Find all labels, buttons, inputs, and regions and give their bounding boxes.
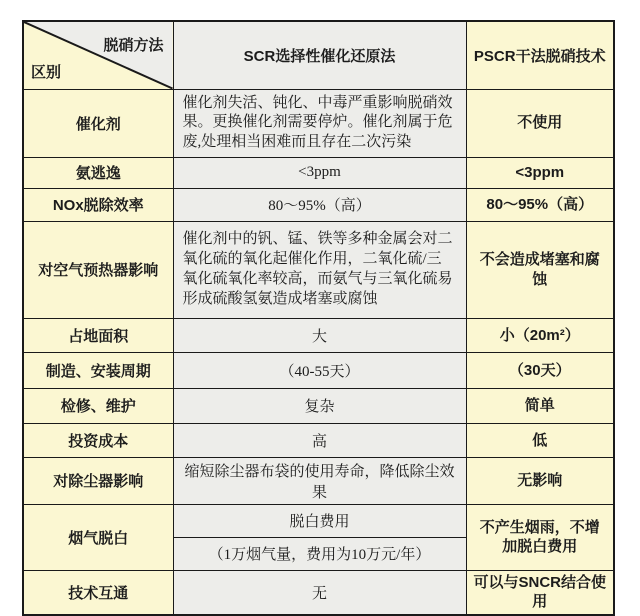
corner-diff-label: 区别 — [31, 63, 62, 81]
pscr-cell-nox-efficiency: 80～95%（高） — [466, 188, 614, 221]
scr-cell-whitening-cost: 脱白费用 — [173, 504, 466, 537]
scr-cell-whitening-cost-detail: （1万烟气量，费用为10万元/年） — [173, 537, 466, 570]
pscr-cell-dust-collector: 无影响 — [466, 457, 614, 504]
header-scr-method: SCR选择性催化还原法 — [173, 21, 466, 89]
row-label-flue-gas-whitening: 烟气脱白 — [23, 504, 173, 570]
row-label-tech-interoperability: 技术互通 — [23, 570, 173, 615]
scr-cell-nox-efficiency: 80～95%（高） — [173, 188, 466, 221]
table-row — [23, 89, 614, 157]
scr-cell-dust-collector: 缩短除尘器布袋的使用寿命，降低除尘效果 — [173, 457, 466, 504]
table-row — [23, 388, 614, 423]
pscr-cell-install-period: （30天） — [466, 352, 614, 388]
scr-cell-investment-cost: 高 — [173, 423, 466, 457]
pscr-cell-investment-cost: 低 — [466, 423, 614, 457]
row-label-nox-efficiency: NOx脱除效率 — [23, 188, 173, 221]
table-row — [23, 423, 614, 457]
scr-cell-footprint: 大 — [173, 318, 466, 352]
scr-cell-maintenance: 复杂 — [173, 388, 466, 423]
row-label-install-period: 制造、安装周期 — [23, 352, 173, 388]
pscr-cell-air-preheater: 不会造成堵塞和腐蚀 — [466, 221, 614, 318]
pscr-cell-maintenance: 简单 — [466, 388, 614, 423]
pscr-cell-tech-interoperability: 可以与SNCR结合使用 — [466, 570, 614, 615]
corner-method-label: 脱硝方法 — [103, 37, 164, 54]
corner-cell — [23, 21, 173, 89]
table-row — [23, 504, 614, 537]
row-label-ammonia-slip: 氨逃逸 — [23, 157, 173, 188]
pscr-cell-footprint: 小（20m²） — [466, 318, 614, 352]
table-row — [23, 221, 614, 318]
comparison-table-wrap — [22, 20, 615, 616]
table-row — [23, 570, 614, 615]
row-label-dust-collector: 对除尘器影响 — [23, 457, 173, 504]
scr-cell-ammonia-slip: <3ppm — [173, 157, 466, 188]
scr-cell-install-period: （40-55天） — [173, 352, 466, 388]
header-row — [23, 21, 614, 89]
table-row — [23, 457, 614, 504]
row-label-air-preheater: 对空气预热器影响 — [23, 221, 173, 318]
scr-cell-catalyst: 催化剂失活、钝化、中毒严重影响脱硝效果。更换催化剂需要停炉。催化剂属于危废,处理相当困难而且存在二次污染 — [173, 89, 466, 157]
pscr-cell-ammonia-slip: <3ppm — [466, 157, 614, 188]
table-row — [23, 352, 614, 388]
table-row — [23, 188, 614, 221]
row-label-footprint: 占地面积 — [23, 318, 173, 352]
pscr-cell-flue-gas-whitening: 不产生烟雨，不增加脱白费用 — [466, 504, 614, 570]
pscr-cell-catalyst: 不使用 — [466, 89, 614, 157]
denitrification-comparison-table — [22, 20, 615, 616]
table-row — [23, 157, 614, 188]
scr-cell-air-preheater: 催化剂中的钒、锰、铁等多种金属会对二氧化硫的氧化起催化作用，二氧化硫/三氧化硫氧化率较高，而氨气与三氧化硫易形成硫酸氢氨造成堵塞或腐蚀 — [173, 221, 466, 318]
scr-cell-tech-interoperability: 无 — [173, 570, 466, 615]
row-label-catalyst: 催化剂 — [23, 89, 173, 157]
row-label-investment-cost: 投资成本 — [23, 423, 173, 457]
table-row — [23, 318, 614, 352]
header-pscr-method: PSCR干法脱硝技术 — [466, 21, 614, 89]
row-label-maintenance: 检修、维护 — [23, 388, 173, 423]
